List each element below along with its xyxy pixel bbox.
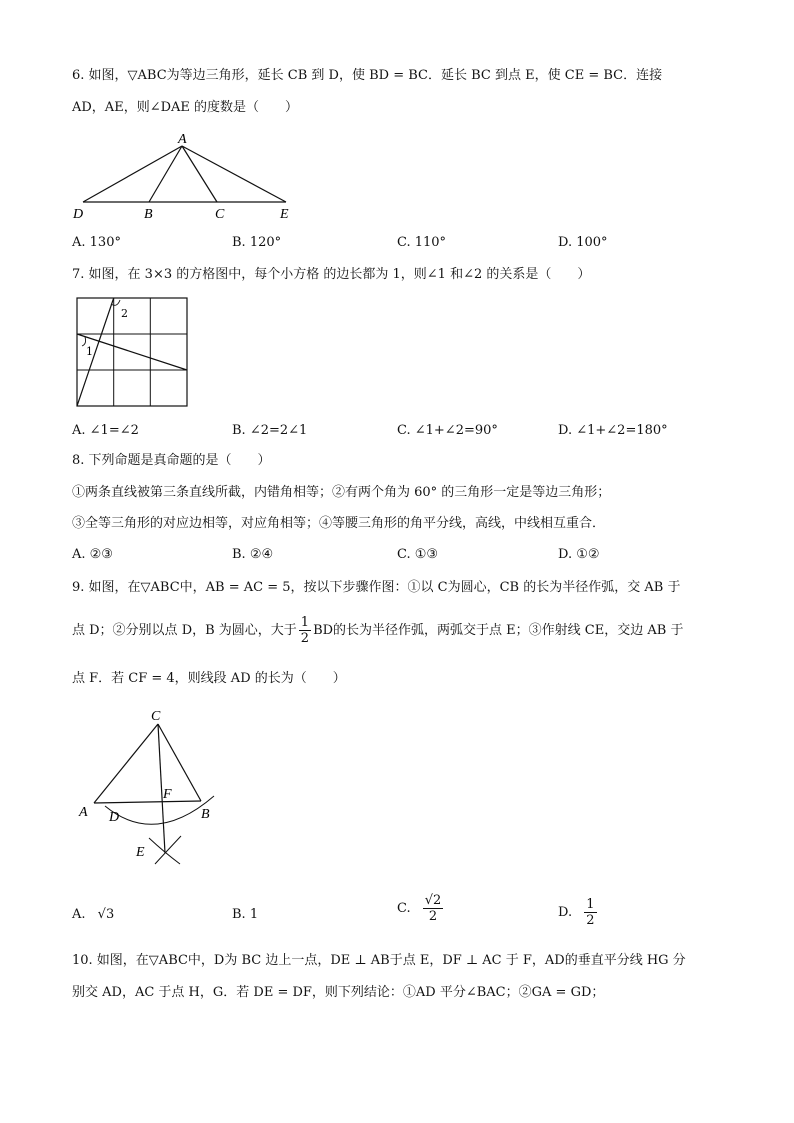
q9-option-c-den: 2 bbox=[428, 909, 438, 924]
q9-option-d-fraction bbox=[584, 897, 596, 928]
q9-half-fraction bbox=[299, 615, 311, 646]
q8-stem-line2: ①两条直线被第三条直线所截，内错角相等；②有两个角为 60° 的三角形一定是等边三角形； bbox=[72, 485, 611, 500]
q9-option-c bbox=[397, 893, 445, 924]
q7-option-a: A. ∠1=∠2 bbox=[72, 423, 139, 438]
q9-option-d bbox=[558, 897, 599, 928]
q6-option-c: C. 110° bbox=[397, 235, 447, 250]
q9-option-a bbox=[72, 906, 114, 924]
q9-option-c-num: √2 bbox=[424, 893, 442, 908]
q9-half-den: 2 bbox=[300, 631, 310, 646]
q9-option-a-label: A. bbox=[72, 907, 86, 922]
q9-option-a-value: √3 bbox=[97, 907, 115, 922]
q8-option-a: A. ②③ bbox=[72, 547, 113, 562]
q9-option-b: B. 1 bbox=[232, 907, 259, 922]
q9-option-c-label: C. bbox=[397, 901, 411, 916]
q9-stem-line2 bbox=[72, 615, 683, 646]
q9-label-e: E bbox=[136, 845, 145, 860]
q7-grid-figure bbox=[75, 296, 191, 410]
q6-figure bbox=[70, 130, 300, 222]
q9-half-num: 1 bbox=[300, 615, 310, 630]
q6-label-d: D bbox=[73, 207, 84, 222]
q7-angle1-label: 1 bbox=[86, 345, 93, 358]
q6-label-a: A bbox=[178, 132, 187, 147]
q9-stem-line1: 9. 如图，在▽ABC中，AB = AC = 5，按以下步骤作图：①以 C为圆心，CB 的长为半径作弧，交 AB 于 bbox=[72, 580, 681, 595]
q8-stem-line3: ③全等三角形的对应边相等，对应角相等；④等腰三角形的角平分线，高线，中线相互重合． bbox=[72, 516, 606, 531]
q9-figure bbox=[74, 700, 224, 870]
q10-stem-line2: 别交 AD，AC 于点 H，G．若 DE = DF，则下列结论：①AD 平分∠BAC；②GA = GD； bbox=[72, 985, 605, 1000]
q9-label-a: A bbox=[79, 805, 88, 820]
q7-stem-line1: 7. 如图，在 3×3 的方格图中，每个小方格 的边长都为 1，则∠1 和∠2 的关系是（ ） bbox=[72, 267, 591, 282]
q7-angle2-label: 2 bbox=[121, 307, 128, 320]
q6-label-b: B bbox=[144, 207, 153, 222]
q10-stem-line1: 10. 如图，在▽ABC中，D为 BC 边上一点，DE ⊥ AB于点 E，DF ⊥ AC 于 F，AD的垂直平分线 HG 分 bbox=[72, 953, 686, 968]
q6-option-d: D. 100° bbox=[558, 235, 608, 250]
q6-label-e: E bbox=[280, 207, 289, 222]
q7-option-b: B. ∠2=2∠1 bbox=[232, 423, 308, 438]
q6-option-b: B. 120° bbox=[232, 235, 282, 250]
q9-label-d: D bbox=[109, 810, 120, 825]
q8-option-b: B. ②④ bbox=[232, 547, 274, 562]
q9-label-b: B bbox=[201, 807, 210, 822]
q9-stem-line3: 点 F．若 CF = 4，则线段 AD 的长为（ ） bbox=[72, 671, 346, 686]
q7-option-c: C. ∠1+∠2=90° bbox=[397, 423, 498, 438]
q8-stem-line1: 8. 下列命题是真命题的是（ ） bbox=[72, 453, 271, 468]
q9-option-d-num: 1 bbox=[586, 897, 595, 912]
q6-label-c: C bbox=[215, 207, 225, 222]
q6-stem-line1: 6. 如图，▽ABC为等边三角形，延长 CB 到 D，使 BD = BC．延长 BC 到点 E，使 CE = BC．连接 bbox=[72, 68, 663, 83]
q6-option-a: A. 130° bbox=[72, 235, 121, 250]
q9-label-f: F bbox=[163, 787, 172, 802]
q8-option-d: D. ①② bbox=[558, 547, 600, 562]
q9-option-d-den: 2 bbox=[586, 913, 595, 928]
q9-stem-line2-start: 点 D；②分别以点 D，B 为圆心，大于 bbox=[72, 623, 297, 638]
q9-option-c-fraction bbox=[423, 893, 444, 924]
q6-stem-line2: AD，AE，则∠DAE 的度数是（ ） bbox=[72, 100, 299, 115]
q9-label-c: C bbox=[151, 709, 161, 724]
q9-option-d-label: D. bbox=[558, 905, 573, 920]
q8-option-c: C. ①③ bbox=[397, 547, 439, 562]
q9-stem-line2-end: BD的长为半径作弧，两弧交于点 E；③作射线 CE，交边 AB 于 bbox=[313, 623, 684, 638]
q7-option-d: D. ∠1+∠2=180° bbox=[558, 423, 668, 438]
